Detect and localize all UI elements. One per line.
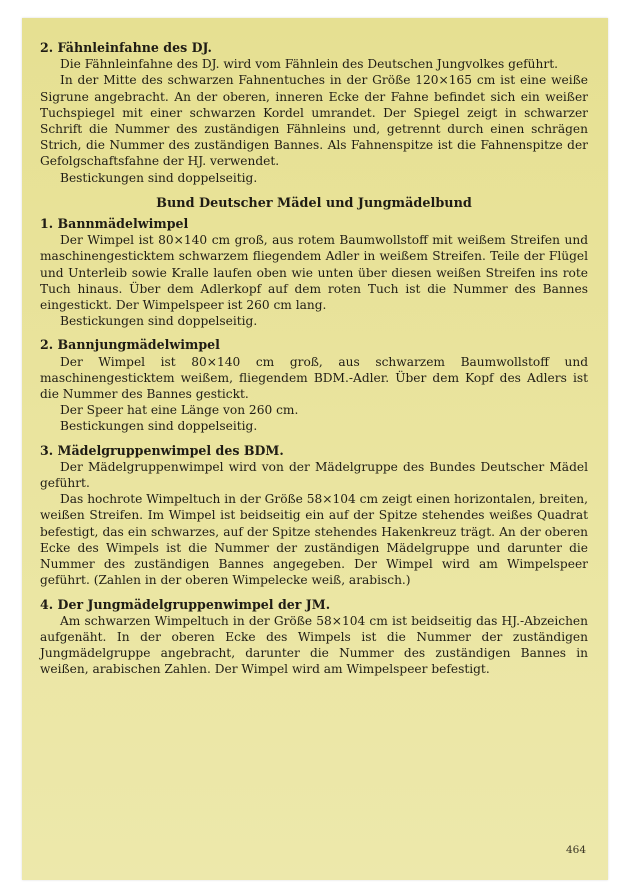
paragraph: Der Speer hat eine Länge von 260 cm.: [60, 403, 299, 418]
paragraph: Bestickungen sind doppelseitig.: [60, 314, 258, 329]
page-number: 464: [565, 843, 586, 856]
paragraph: Der Wimpel ist 80×140 cm groß, aus schwarzem Baumwollstoff und maschinengesticktem weißem, fliegendem BDM.-Adler. Über dem Kopf des Adlers ist die Nummer des Bannes gestickt.: [40, 354, 588, 402]
document-page: [22, 18, 608, 880]
section-jungmaedelgruppenwimpel: [40, 597, 588, 678]
paragraph: Bestickungen sind doppelseitig.: [60, 419, 258, 434]
paragraph: Am schwarzen Wimpeltuch in der Größe 58×104 cm ist beidseitig das HJ.-Abzeichen aufgenäht. In der oberen Ecke des Wimpels ist die Nummer der zuständigen Jungmädelgruppe angebracht, darunter die Nummer des zuständigen Bannes in weißen, arabischen Zahlen. Der Wimpel wird am Wimpelspeer befestigt.: [40, 613, 588, 677]
paragraph: Das hochrote Wimpeltuch in der Größe 58×104 cm zeigt einen horizontalen, breiten, weißen Streifen. Im Wimpel ist beidseitig ein auf der Spitze stehendes weißes Quadrat befestigt, das ein schwarzes, auf der Spitze stehendes Hakenkreuz trägt. An der oberen Ecke des Wimpels ist die Nummer der zuständigen Mädelgruppe und darunter die Nummer des zuständigen Bannes angegeben. Der Wimpel wird am Wimpelspeer geführt. (Zahlen in der oberen Wimpelecke weiß, arabisch.): [40, 492, 588, 588]
section-heading: 2. Bannjungmädelwimpel: [40, 337, 220, 353]
paragraph: Die Fähnleinfahne des DJ. wird vom Fähnlein des Deutschen Jungvolkes geführt.: [60, 57, 558, 72]
paragraph: Der Wimpel ist 80×140 cm groß, aus rotem Baumwollstoff mit weißem Streifen und maschinengesticktem schwarzem fliegendem Adler in weißem Streifen. Teile der Flügel und Unterleib sowie Kralle laufen oben wie unten über diesen weißen Streifen ins rote Tuch hinaus. Über dem Adlerkopf auf dem roten Tuch ist die Nummer des Bannes eingestickt. Der Wimpelspeer ist 260 cm lang.: [40, 233, 588, 313]
paragraph: Bestickungen sind doppelseitig.: [60, 170, 258, 185]
section-bannjungmaedelwimpel: [40, 337, 588, 434]
section-faehnleinfahne: [40, 40, 588, 186]
section-bannmaedelwimpel: [40, 216, 588, 329]
paragraph: In der Mitte des schwarzen Fahnentuches in der Größe 120×165 cm ist eine weiße Sigrune angebracht. An der oberen, inneren Ecke der Fahne befindet sich ein weißer Tuchspiegel mit einer schwarzen Kordel umrandet. Der Spiegel zeigt in schwarzer Schrift die Nummer des zuständigen Fähnleins und, getrennt durch einen schrägen Strich, die Nummer des zuständigen Bannes. Als Fahnenspitze ist die Fahnenspitze der Gefolgschaftsfahne der HJ. verwendet.: [40, 73, 588, 169]
section-heading: 2. Fähnleinfahne des DJ.: [40, 40, 212, 55]
section-heading: 3. Mädelgruppenwimpel des BDM.: [40, 442, 284, 458]
section-heading: 4. Der Jungmädelgruppenwimpel der JM.: [40, 596, 331, 612]
paragraph: Der Mädelgruppenwimpel wird von der Mädelgruppe des Bundes Deutscher Mädel geführt.: [40, 459, 588, 491]
section-maedelgruppenwimpel: [40, 443, 588, 589]
section-heading: 1. Bannmädelwimpel: [40, 216, 189, 232]
main-title: Bund Deutscher Mädel und Jungmädelbund: [156, 195, 472, 211]
